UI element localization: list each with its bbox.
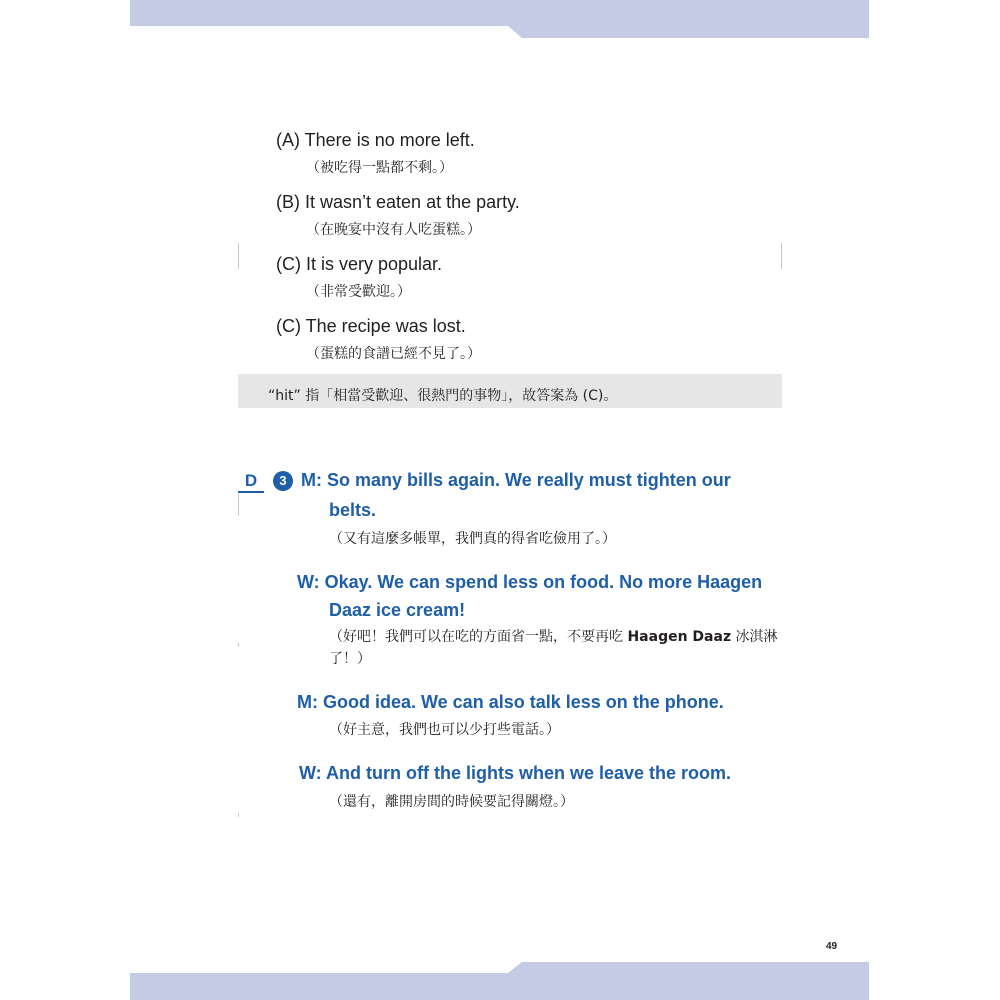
dialogue-line-4-translation: （還有，離開房間的時候要記得關燈。） [329, 794, 574, 810]
dialogue-line-2: W: Okay. We can spend less on food. No more Haagen [297, 572, 763, 592]
option-c: (C) It is very popular. [276, 254, 443, 274]
option-d: (C) The recipe was lost. [276, 316, 466, 336]
option-a-translation: （被吃得一點都不剩。） [306, 160, 453, 176]
explanation-box [238, 374, 782, 408]
dialogue-line-1-translation: （又有這麼多帳單，我們真的得省吃儉用了。） [329, 531, 616, 547]
page-number: 49 [826, 941, 838, 952]
translation-part-a: （好吧！我們可以在吃的方面省一點，不要再吃 [329, 629, 628, 645]
dialogue-line-1-cont: belts. [329, 500, 377, 520]
explanation-text: “hit” 指「相當受歡迎、很熱門的事物」，故答案為 (C)。 [268, 388, 618, 404]
question-number-badge: 3 [273, 471, 293, 491]
dialogue-line-2-translation [329, 626, 789, 670]
margin-rule-right [781, 243, 782, 269]
translation-brand: Haagen Daaz [627, 629, 732, 645]
option-d-translation: （蛋糕的食譜已經不見了。） [306, 346, 481, 362]
translation-part-b: 冰淇淋了！） [329, 629, 778, 667]
option-b: (B) It wasn’t eaten at the party. [276, 192, 520, 212]
header-band [0, 0, 1000, 40]
dialogue-line-4: W: And turn off the lights when we leave the room. [299, 763, 732, 783]
dialogue-line-1: M: So many bills again. We really must tighten our [301, 470, 731, 490]
margin-tick-1 [238, 643, 239, 647]
footer-band [0, 960, 1000, 1000]
option-a: (A) There is no more left. [276, 130, 475, 150]
option-c-translation: （非常受歡迎。） [306, 284, 411, 300]
margin-tick-2 [238, 813, 239, 817]
header-band-shape [0, 0, 1000, 40]
option-b-translation: （在晚宴中沒有人吃蛋糕。） [306, 222, 481, 238]
dialogue-line-3: M: Good idea. We can also talk less on the phone. [297, 692, 724, 712]
answer-letter: D [238, 471, 264, 493]
dialogue-line-3-translation: （好主意，我們也可以少打些電話。） [329, 722, 560, 738]
answer-rule [238, 494, 239, 516]
dialogue-line-2-cont: Daaz ice cream! [329, 600, 466, 620]
footer-band-shape [0, 960, 1000, 1000]
margin-rule-left [238, 243, 239, 269]
